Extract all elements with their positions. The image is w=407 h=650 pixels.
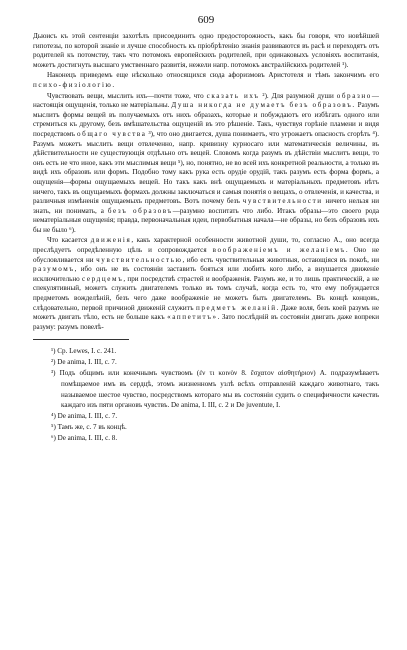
- text-run: Разумъ мыслитъ формы вещей въ получаемыхъ отъ нихъ образахъ, которые и побуждаютъ его избѣгать одного или стремиться къ другому, безъ вмѣшательства ощущеній въ это рѣшеніе. Такъ, чувствуя горѣніе пламени и видя посредствомъ: [33, 101, 379, 138]
- footnote-divider: [33, 339, 129, 340]
- spaced-emphasis-text: чувствительностью: [96, 255, 183, 264]
- spaced-emphasis-text: безъ образовъ: [107, 206, 173, 215]
- spaced-emphasis-text: чувствительности: [242, 197, 323, 206]
- paragraph: [33, 71, 379, 90]
- spaced-emphasis-text: образно: [336, 91, 372, 100]
- spaced-emphasis-text: Душа никогда не думаетъ безъ образовъ.: [171, 101, 356, 110]
- text-run: , при посредствѣ страстей и воображенія. Разумъ же, и то лишь практическій, а не спекулятивный, можетъ служить двигателемъ только въ томъ случаѣ, когда есть то, что ему побуждается предметомъ вожделѣній, безъ чего даже воображеніе не можетъ быть двигателемъ. Въ концѣ концовъ, слѣдовательно, первой причиной движеній служитъ: [33, 274, 380, 312]
- spaced-emphasis-text: воображеніемъ и желаніемъ: [212, 246, 346, 255]
- text-run: Что касается: [47, 236, 91, 245]
- spaced-emphasis-text: разумомъ: [33, 265, 75, 274]
- text-run: —разумно воспитать что либо. Итакъ образы—это своего рода нематеріальныя ощущенія; правда, первоначальныя идеи, первобытныя начала—не образы, но безъ образовъ ихъ бы не было ⁶).: [33, 206, 379, 234]
- footnote: ⁴) De anima, I. III, c. 7.: [51, 412, 118, 421]
- paragraph: [33, 92, 379, 236]
- text-run: . Даже воля, безъ коей разумъ не можетъ двигать тѣло, есть не больше какъ: [33, 303, 379, 322]
- text-run: , какъ характерной особенности животной души, то, согласно А., оно всегда преслѣдуетъ опредѣленную цѣль и сопровождается: [33, 236, 379, 255]
- text-run: . Оно не обусловливается ни: [33, 246, 379, 264]
- text-run: , ибо есть чувствительныя животныя, остающіяся въ покоѣ, ни: [182, 255, 379, 264]
- spaced-emphasis-text: движенія: [90, 236, 132, 245]
- text-run: . Зато послѣдній въ состояніи двигать даже вопреки разуму: разумъ повелѣ-: [33, 313, 379, 331]
- paragraph: [33, 32, 379, 70]
- spaced-emphasis-text: психо-физіологію.: [33, 80, 116, 89]
- page-number: 609: [197, 14, 215, 26]
- text-run: Дьюисъ къ этой сентенціи захотѣлъ присоединить одно предосторожность, какъ бы говоря, что новѣйшей гипотезы, по которой знаніе и лучше способность къ пріобрѣтенію знанія развиваются въ расѣ и переходятъ отъ родителей къ потомству, такъ что потомокъ европейскихъ родителей, при одинаковыхъ условіяхъ воспитанія, можетъ достигнуть высшаго умственнаго развитія, нежели напр. потомокъ австралійскихъ родителей ¹).: [33, 32, 379, 69]
- main-text: [33, 32, 379, 332]
- text-run: ничего нельзя ни знать, ни понимать, а: [33, 197, 379, 215]
- spaced-emphasis-text: общаго чувства: [77, 129, 147, 138]
- text-run: Наконецъ приведемъ еще нѣсколько относящихся сюда афоризмовъ Аристотеля и тѣмъ закончимъ его: [47, 71, 379, 80]
- text-run: —настоящія ощущенія, только не матеріальны.: [33, 91, 379, 110]
- text-run: ³), что оно двигается, душа понимаетъ, что угрожаетъ опасность сгорѣть ⁴). Разумъ можетъ мыслить вещи отвлеченно, напр. кривизну курносаго или математическія величины, въ дѣйствительности не существующія отдѣльно отъ вещей. Словомъ когда разумъ въ дѣйствіи мыслитъ вещи, то онъ есть не что иное, какъ эти мыслимыя вещи ⁵), но, понятно, не во всей ихъ конкретной реальности, а только въ видѣ ихъ образовъ или формъ. Подобно тому какъ рука есть орудіе орудій, такъ разумъ есть форма формъ, а ощущенія—формы ощущаемыхъ вещей. Но такъ какъ внѣ ощущаемыхъ и матеріальныхъ предметовъ нѣтъ ничего, такъ въ ощущаемыхъ формахъ должны заключаться и самыя понятія о вещахъ, о отвлеченія, и качества, и различныя измѣненія ощущаемыхъ предметовъ. Вотъ почему безъ: [33, 129, 379, 206]
- text-run: Чувствовать вещи, мыслить ихъ—почти тоже, что: [47, 91, 207, 100]
- spaced-emphasis-text: предметъ желаній: [195, 303, 277, 312]
- text-run: ²). Для разумной души: [259, 91, 337, 100]
- footnote: ⁵) Тамъ же, c. 7 въ концѣ.: [51, 422, 127, 431]
- footnote: ³) Подъ общимъ или конечнымъ чувствомъ (ἐν τι κοινὸν 8. ἔσχατον αἰσθητήριον) А. подразумѣваетъ помѣщаемое имъ въ сердцѣ, этомъ жизненномъ узлѣ всѣхъ отправленій каждаго животнаго, такъ называемое шестое чувство, посредствомъ котораго мы въ состояніи судить о специфичности качествъ каждаго изъ пяти органовъ чувствъ. De anima, I. III, c. 2 и De juventute, I.: [51, 369, 379, 410]
- paragraph: [33, 236, 379, 332]
- spaced-emphasis-text: сердцемъ: [81, 274, 124, 283]
- text-run: , ибо онъ не въ состояніи заставить бояться или любить кого либо, а внушается движеніе исключительно: [33, 265, 379, 283]
- spaced-emphasis-text: «аппетитъ»: [167, 313, 218, 322]
- footnote: ¹) Ср. Lewes, I. c. 241.: [51, 347, 117, 356]
- footnotes: [33, 346, 379, 443]
- footnote: ⁶) De anima, I. III, c. 8.: [51, 433, 118, 442]
- spaced-emphasis-text: сказать ихъ: [206, 91, 260, 100]
- footnote: ²) De anima, I. III, c. 7.: [51, 358, 117, 367]
